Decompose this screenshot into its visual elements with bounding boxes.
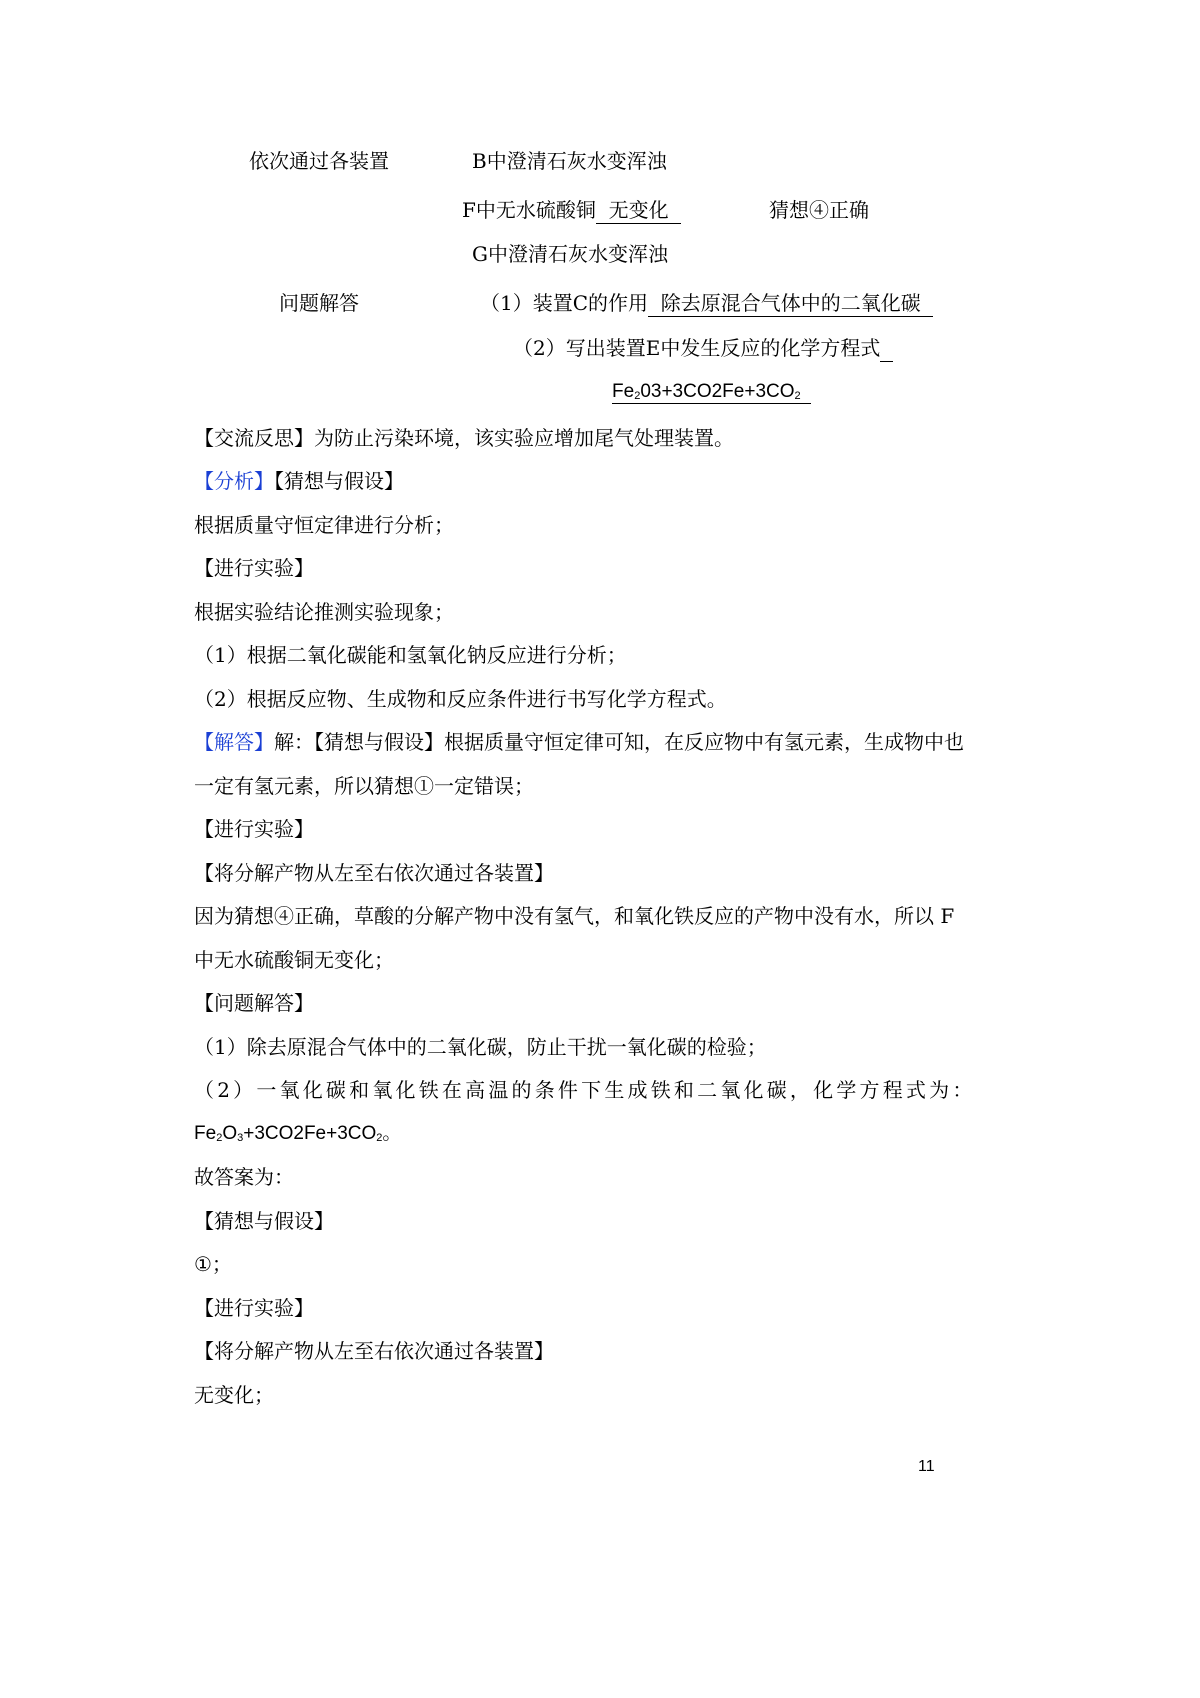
answer-line-8: （1）除去原混合气体中的二氧化碳，防止干扰一氧化碳的检验； — [194, 1035, 767, 1059]
equation-underlined: $Fe_203+3CO2Fe+3CO_2$ — [612, 381, 811, 404]
reflection-paragraph: 【交流反思】为防止污染环境，该实验应增加尾气处理装置。 — [194, 426, 734, 450]
analysis-line-4: （1）根据二氧化碳能和氢氧化钠反应进行分析； — [194, 643, 627, 667]
final-answer-line-2: ①； — [194, 1252, 232, 1276]
answer-heading — [194, 728, 964, 756]
answer-tag: 【解答】 — [194, 730, 274, 754]
answer-line-1: 解：【猜想与假设】根据质量守恒定律可知，在反应物中有氢元素，生成物中也 — [274, 730, 964, 754]
analysis-line-3: 根据实验结论推测实验现象； — [194, 600, 454, 624]
question-1-answer: 除去原混合气体中的二氧化碳 — [648, 291, 934, 315]
table-cell-phenomenon-f — [462, 196, 681, 224]
phenomenon-f-label: F中无水硫酸铜 — [462, 198, 596, 222]
analysis-line-1: 根据质量守恒定律进行分析； — [194, 513, 454, 537]
question-2-blank — [880, 336, 893, 362]
page-number: 11 — [918, 1458, 935, 1475]
analysis-line-5: （2）根据反应物、生成物和反应条件进行书写化学方程式。 — [194, 687, 727, 711]
question-1 — [480, 289, 933, 317]
analysis-heading — [194, 467, 404, 495]
question-2-equation — [612, 378, 811, 406]
final-answer-line-5: 无变化； — [194, 1383, 274, 1407]
final-answer-line-4: 【将分解产物从左至右依次通过各装置】 — [194, 1339, 554, 1363]
question-2 — [513, 334, 893, 362]
table-cell-phenomenon-b: B中澄清石灰水变浑浊 — [472, 149, 667, 173]
answer-blank-no-change: 无变化 — [595, 198, 682, 222]
answer-equation: $Fe_2O_3+3CO2Fe+3CO_2$。 — [194, 1123, 402, 1144]
analysis-line-2: 【进行实验】 — [194, 556, 314, 580]
analysis-subheading: 【猜想与假设】 — [274, 469, 404, 493]
answer-line-2: 一定有氢元素，所以猜想①一定错误； — [194, 774, 534, 798]
table-cell-phenomenon-g: G中澄清石灰水变浑浊 — [472, 242, 668, 266]
analysis-tag: 【分析】 — [194, 469, 274, 493]
final-answer-line-3: 【进行实验】 — [194, 1296, 314, 1320]
answer-line-7: 【问题解答】 — [194, 991, 314, 1015]
question-1-text: （1）装置C的作用 — [480, 291, 649, 315]
answer-line-5: 因为猜想④正确，草酸的分解产物中没有氢气，和氧化铁反应的产物中没有水，所以 F — [194, 904, 955, 928]
table-cell-question-heading: 问题解答 — [279, 291, 359, 315]
table-cell-operation: 依次通过各装置 — [249, 149, 389, 173]
answer-line-3: 【进行实验】 — [194, 817, 314, 841]
table-cell-conclusion: 猜想④正确 — [769, 198, 869, 222]
answer-line-4: 【将分解产物从左至右依次通过各装置】 — [194, 861, 554, 885]
answer-line-6: 中无水硫酸铜无变化； — [194, 948, 394, 972]
final-answers-heading: 故答案为： — [194, 1165, 294, 1189]
answer-line-9: （2）一氧化碳和氧化铁在高温的条件下生成铁和二氧化碳，化学方程式为： — [194, 1078, 976, 1102]
final-answer-line-1: 【猜想与假设】 — [194, 1209, 334, 1233]
question-2-text: （2）写出装置E中发生反应的化学方程式 — [513, 336, 881, 360]
